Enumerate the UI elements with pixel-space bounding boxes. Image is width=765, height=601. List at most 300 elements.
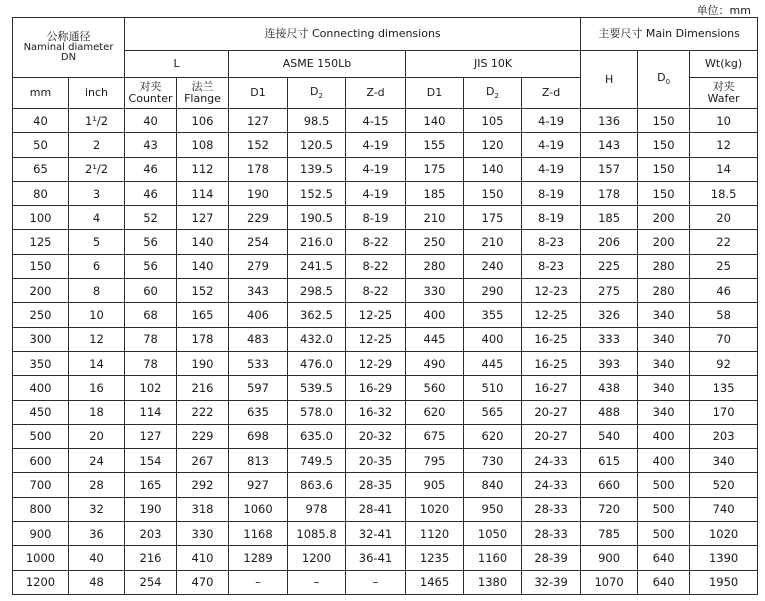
table-cell: 190	[229, 181, 288, 205]
table-cell: 4	[69, 206, 125, 230]
counter-cn: 对夹	[139, 80, 162, 94]
table-cell: 2	[69, 133, 125, 157]
table-cell: 3	[69, 181, 125, 205]
table-cell: 1289	[229, 546, 288, 570]
table-cell: 28-33	[522, 522, 581, 546]
table-cell: 1050	[464, 522, 522, 546]
table-cell: 700	[13, 473, 69, 497]
table-row	[13, 133, 758, 157]
table-cell: 125	[13, 230, 69, 254]
table-cell: 800	[13, 497, 69, 521]
table-cell: 50	[13, 133, 69, 157]
table-row	[13, 303, 758, 327]
table-cell: 106	[177, 109, 229, 133]
table-cell: 25	[690, 254, 758, 278]
table-cell: 740	[690, 497, 758, 521]
table-cell: 200	[638, 230, 690, 254]
table-cell: 56	[125, 254, 177, 278]
table-cell: 70	[690, 327, 758, 351]
table-row	[13, 109, 758, 133]
table-cell: 14	[690, 157, 758, 181]
jis-D2-header	[464, 78, 522, 109]
table-cell: 135	[690, 376, 758, 400]
table-row	[13, 449, 758, 473]
table-cell: 16	[69, 376, 125, 400]
table-cell: 560	[406, 376, 464, 400]
table-cell: 1020	[406, 497, 464, 521]
table-cell: 170	[690, 400, 758, 424]
table-row	[13, 570, 758, 594]
table-cell: 68	[125, 303, 177, 327]
wafer-cn: 对夹	[712, 80, 735, 94]
table-cell: 432.0	[288, 327, 346, 351]
table-cell: 1200	[13, 570, 69, 594]
table-cell: 140	[177, 230, 229, 254]
table-cell: 185	[581, 206, 638, 230]
dimensions-table	[12, 17, 758, 595]
table-cell: 500	[13, 424, 69, 448]
table-cell: 150	[638, 109, 690, 133]
table-cell: 340	[638, 400, 690, 424]
table-cell: 108	[177, 133, 229, 157]
table-cell: 476.0	[288, 351, 346, 375]
table-cell: 112	[177, 157, 229, 181]
table-cell: 46	[125, 157, 177, 181]
table-cell: 60	[125, 279, 177, 303]
wt-header: Wt(kg)	[690, 51, 758, 78]
nominal-diameter-header	[13, 18, 125, 78]
table-cell: 20-27	[522, 400, 581, 424]
inch-header: inch	[69, 78, 125, 109]
table-cell: 6	[69, 254, 125, 278]
table-cell: 250	[406, 230, 464, 254]
table-cell: 510	[464, 376, 522, 400]
table-cell: 813	[229, 449, 288, 473]
table-cell: 326	[581, 303, 638, 327]
table-cell: 140	[464, 157, 522, 181]
table-cell: 16-27	[522, 376, 581, 400]
table-cell: –	[229, 570, 288, 594]
table-cell: 150	[464, 181, 522, 205]
table-cell: 279	[229, 254, 288, 278]
table-cell: 330	[406, 279, 464, 303]
asme-Zd-header: Z-d	[346, 78, 406, 109]
table-cell: 350	[13, 351, 69, 375]
table-row	[13, 327, 758, 351]
table-cell: 16-25	[522, 327, 581, 351]
table-cell: 1060	[229, 497, 288, 521]
table-cell: 152	[229, 133, 288, 157]
wafer-en: Wafer	[707, 92, 740, 105]
table-cell: 620	[464, 424, 522, 448]
table-cell: 660	[581, 473, 638, 497]
table-cell: 355	[464, 303, 522, 327]
table-cell: 565	[464, 400, 522, 424]
table-cell: 216.0	[288, 230, 346, 254]
table-cell: 105	[464, 109, 522, 133]
table-cell: 8-22	[346, 230, 406, 254]
table-cell: 318	[177, 497, 229, 521]
table-cell: 36	[69, 522, 125, 546]
table-cell: 46	[125, 181, 177, 205]
table-cell: 749.5	[288, 449, 346, 473]
table-cell: 216	[125, 546, 177, 570]
table-cell: 12-25	[522, 303, 581, 327]
main-dimensions-header: 主要尺寸 Main Dimensions	[581, 18, 758, 51]
table-cell: 500	[638, 497, 690, 521]
table-cell: 393	[581, 351, 638, 375]
table-cell: 445	[406, 327, 464, 351]
table-cell: 185	[406, 181, 464, 205]
table-cell: 136	[581, 109, 638, 133]
table-cell: 978	[288, 497, 346, 521]
table-cell: 406	[229, 303, 288, 327]
table-cell: 58	[690, 303, 758, 327]
table-cell: 36-41	[346, 546, 406, 570]
table-cell: 12	[69, 327, 125, 351]
table-cell: 410	[177, 546, 229, 570]
table-cell: 254	[229, 230, 288, 254]
table-cell: –	[288, 570, 346, 594]
table-cell: 140	[406, 109, 464, 133]
table-row	[13, 522, 758, 546]
table-row	[13, 181, 758, 205]
table-cell: 490	[406, 351, 464, 375]
table-cell: 100	[13, 206, 69, 230]
table-cell: 120	[464, 133, 522, 157]
table-cell: 300	[13, 327, 69, 351]
table-cell: 400	[638, 449, 690, 473]
table-cell: 20-32	[346, 424, 406, 448]
table-cell: 216	[177, 376, 229, 400]
table-cell: 178	[229, 157, 288, 181]
table-cell: 1950	[690, 570, 758, 594]
table-cell: 240	[464, 254, 522, 278]
table-cell: 8	[69, 279, 125, 303]
table-cell: 12-25	[346, 303, 406, 327]
table-cell: 343	[229, 279, 288, 303]
table-cell: 241.5	[288, 254, 346, 278]
jis-D2-base: D	[486, 84, 495, 98]
table-cell: 1¹/2	[69, 109, 125, 133]
table-cell: 863.6	[288, 473, 346, 497]
table-cell: 340	[638, 303, 690, 327]
table-cell: 4-19	[522, 109, 581, 133]
table-cell: 20	[69, 424, 125, 448]
table-cell: 280	[638, 254, 690, 278]
table-row	[13, 376, 758, 400]
table-cell: 178	[581, 181, 638, 205]
table-row	[13, 400, 758, 424]
table-cell: 720	[581, 497, 638, 521]
table-cell: 165	[125, 473, 177, 497]
table-cell: 280	[406, 254, 464, 278]
table-cell: 40	[69, 546, 125, 570]
table-cell: 483	[229, 327, 288, 351]
table-cell: 8-19	[522, 181, 581, 205]
table-cell: 203	[125, 522, 177, 546]
table-cell: 12-29	[346, 351, 406, 375]
H-header: H	[581, 51, 638, 109]
table-cell: 267	[177, 449, 229, 473]
table-cell: 28-39	[522, 546, 581, 570]
table-cell: 600	[13, 449, 69, 473]
table-cell: 400	[638, 424, 690, 448]
table-cell: 1390	[690, 546, 758, 570]
connecting-dimensions-header: 连接尺寸 Connecting dimensions	[125, 18, 581, 51]
table-cell: 4-19	[346, 181, 406, 205]
table-cell: 150	[13, 254, 69, 278]
table-cell: 24-33	[522, 473, 581, 497]
counter-en: Counter	[128, 92, 173, 105]
table-cell: 1020	[690, 522, 758, 546]
table-cell: 597	[229, 376, 288, 400]
table-cell: 80	[13, 181, 69, 205]
table-cell: 40	[13, 109, 69, 133]
table-cell: 340	[638, 351, 690, 375]
table-cell: 20	[690, 206, 758, 230]
table-cell: 18.5	[690, 181, 758, 205]
table-cell: 615	[581, 449, 638, 473]
table-cell: –	[346, 570, 406, 594]
table-cell: 8-19	[346, 206, 406, 230]
table-cell: 635	[229, 400, 288, 424]
table-cell: 1085.8	[288, 522, 346, 546]
table-cell: 1380	[464, 570, 522, 594]
asme-header: ASME 150Lb	[229, 51, 406, 78]
table-cell: 640	[638, 546, 690, 570]
table-cell: 52	[125, 206, 177, 230]
table-row	[13, 254, 758, 278]
table-cell: 12-25	[346, 327, 406, 351]
nominal-en: Naminal diameter	[23, 41, 114, 53]
table-cell: 730	[464, 449, 522, 473]
table-row	[13, 424, 758, 448]
table-cell: 488	[581, 400, 638, 424]
table-cell: 290	[464, 279, 522, 303]
D0-base: D	[657, 71, 666, 85]
table-cell: 8-23	[522, 254, 581, 278]
table-cell: 254	[125, 570, 177, 594]
table-cell: 280	[638, 279, 690, 303]
table-cell: 28	[69, 473, 125, 497]
table-cell: 155	[406, 133, 464, 157]
mm-header: mm	[13, 78, 69, 109]
table-cell: 210	[464, 230, 522, 254]
table-cell: 56	[125, 230, 177, 254]
table-cell: 400	[464, 327, 522, 351]
table-cell: 210	[406, 206, 464, 230]
table-cell: 32-41	[346, 522, 406, 546]
table-cell: 200	[13, 279, 69, 303]
table-cell: 450	[13, 400, 69, 424]
table-cell: 900	[13, 522, 69, 546]
table-row	[13, 279, 758, 303]
table-cell: 12	[690, 133, 758, 157]
table-cell: 8-23	[522, 230, 581, 254]
table-cell: 298.5	[288, 279, 346, 303]
table-cell: 539.5	[288, 376, 346, 400]
table-row	[13, 473, 758, 497]
table-cell: 698	[229, 424, 288, 448]
table-row	[13, 351, 758, 375]
table-cell: 635.0	[288, 424, 346, 448]
jis-D2-sub: 2	[494, 91, 499, 100]
table-cell: 32-39	[522, 570, 581, 594]
table-cell: 20-35	[346, 449, 406, 473]
table-cell: 16-25	[522, 351, 581, 375]
table-cell: 24-33	[522, 449, 581, 473]
table-cell: 640	[638, 570, 690, 594]
table-cell: 330	[177, 522, 229, 546]
table-cell: 40	[125, 109, 177, 133]
table-cell: 1235	[406, 546, 464, 570]
table-cell: 150	[638, 157, 690, 181]
jis-Zd-header: Z-d	[522, 78, 581, 109]
table-cell: 5	[69, 230, 125, 254]
table-cell: 400	[406, 303, 464, 327]
table-cell: 400	[13, 376, 69, 400]
L-header: L	[125, 51, 229, 78]
table-row	[13, 206, 758, 230]
table-cell: 165	[177, 303, 229, 327]
table-cell: 20-27	[522, 424, 581, 448]
D0-sub: 0	[665, 78, 671, 87]
table-cell: 292	[177, 473, 229, 497]
asme-D1-header: D1	[229, 78, 288, 109]
table-cell: 43	[125, 133, 177, 157]
table-cell: 78	[125, 327, 177, 351]
nominal-cn: 公称通径	[46, 30, 91, 44]
table-cell: 48	[69, 570, 125, 594]
table-cell: 840	[464, 473, 522, 497]
table-cell: 675	[406, 424, 464, 448]
nominal-dn: DN	[60, 52, 77, 64]
table-cell: 28-41	[346, 497, 406, 521]
table-cell: 2¹/2	[69, 157, 125, 181]
D0-header	[638, 51, 690, 109]
table-cell: 785	[581, 522, 638, 546]
table-cell: 10	[69, 303, 125, 327]
table-cell: 1070	[581, 570, 638, 594]
table-cell: 362.5	[288, 303, 346, 327]
table-cell: 102	[125, 376, 177, 400]
table-cell: 16-29	[346, 376, 406, 400]
table-cell: 78	[125, 351, 177, 375]
table-cell: 154	[125, 449, 177, 473]
table-cell: 92	[690, 351, 758, 375]
table-cell: 333	[581, 327, 638, 351]
table-cell: 178	[177, 327, 229, 351]
table-cell: 127	[177, 206, 229, 230]
table-cell: 795	[406, 449, 464, 473]
table-cell: 445	[464, 351, 522, 375]
asme-D2-header	[288, 78, 346, 109]
table-cell: 4-19	[346, 133, 406, 157]
table-cell: 340	[638, 376, 690, 400]
table-cell: 470	[177, 570, 229, 594]
table-cell: 10	[690, 109, 758, 133]
table-cell: 139.5	[288, 157, 346, 181]
counter-header	[125, 78, 177, 109]
table-cell: 1120	[406, 522, 464, 546]
table-cell: 152.5	[288, 181, 346, 205]
table-cell: 222	[177, 400, 229, 424]
table-cell: 200	[638, 206, 690, 230]
wafer-header	[690, 78, 758, 109]
table-body	[13, 109, 758, 595]
table-cell: 275	[581, 279, 638, 303]
table-cell: 114	[125, 400, 177, 424]
table-cell: 203	[690, 424, 758, 448]
table-cell: 500	[638, 522, 690, 546]
table-cell: 65	[13, 157, 69, 181]
table-row	[13, 157, 758, 181]
table-cell: 157	[581, 157, 638, 181]
flange-header	[177, 78, 229, 109]
table-cell: 190	[177, 351, 229, 375]
flange-cn: 法兰	[191, 80, 214, 94]
table-cell: 46	[690, 279, 758, 303]
jis-header: JIS 10K	[406, 51, 581, 78]
table-cell: 229	[229, 206, 288, 230]
table-cell: 24	[69, 449, 125, 473]
table-cell: 152	[177, 279, 229, 303]
table-cell: 143	[581, 133, 638, 157]
table-cell: 4-19	[522, 157, 581, 181]
table-row	[13, 230, 758, 254]
table-cell: 32	[69, 497, 125, 521]
table-cell: 1465	[406, 570, 464, 594]
table-cell: 578.0	[288, 400, 346, 424]
table-cell: 1160	[464, 546, 522, 570]
table-cell: 190.5	[288, 206, 346, 230]
table-cell: 98.5	[288, 109, 346, 133]
table-cell: 225	[581, 254, 638, 278]
table-cell: 620	[406, 400, 464, 424]
table-cell: 175	[406, 157, 464, 181]
table-cell: 28-33	[522, 497, 581, 521]
table-cell: 340	[638, 327, 690, 351]
table-row	[13, 497, 758, 521]
table-cell: 16-32	[346, 400, 406, 424]
table-cell: 206	[581, 230, 638, 254]
table-cell: 8-22	[346, 254, 406, 278]
table-cell: 1168	[229, 522, 288, 546]
table-cell: 8-19	[522, 206, 581, 230]
table-row	[13, 546, 758, 570]
table-cell: 140	[177, 254, 229, 278]
table-cell: 114	[177, 181, 229, 205]
table-cell: 900	[581, 546, 638, 570]
unit-label: 单位：mm	[696, 4, 751, 17]
table-cell: 905	[406, 473, 464, 497]
table-cell: 1200	[288, 546, 346, 570]
table-cell: 4-19	[346, 157, 406, 181]
table-cell: 18	[69, 400, 125, 424]
table-cell: 127	[229, 109, 288, 133]
table-cell: 150	[638, 133, 690, 157]
table-cell: 520	[690, 473, 758, 497]
table-cell: 438	[581, 376, 638, 400]
table-cell: 120.5	[288, 133, 346, 157]
table-cell: 22	[690, 230, 758, 254]
table-cell: 190	[125, 497, 177, 521]
table-cell: 533	[229, 351, 288, 375]
table-cell: 4-15	[346, 109, 406, 133]
asme-D2-sub: 2	[318, 91, 323, 100]
table-cell: 8-22	[346, 279, 406, 303]
